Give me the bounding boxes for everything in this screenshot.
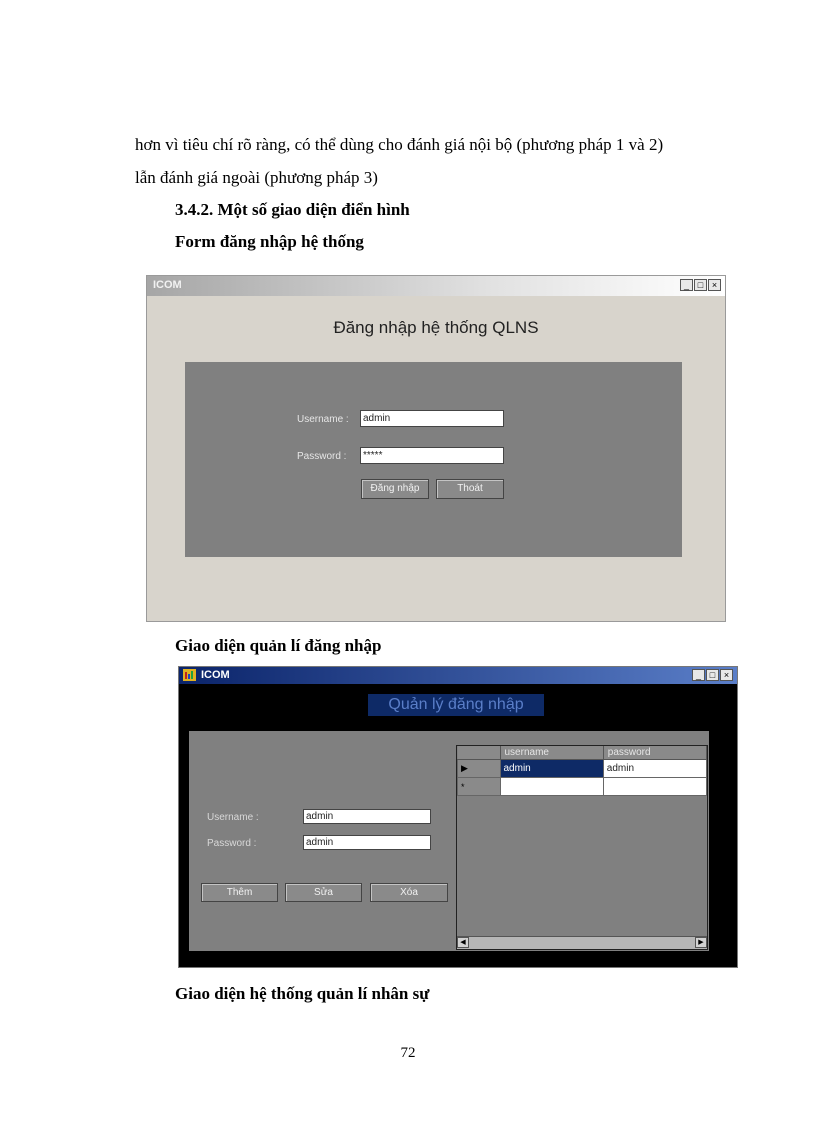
table-row[interactable]	[458, 760, 707, 778]
username-label: Username :	[207, 812, 259, 823]
password-label: Password :	[297, 451, 347, 462]
edit-button[interactable]: Sửa	[285, 883, 362, 902]
section-heading: 3.4.2. Một số giao diện điển hình	[175, 200, 410, 219]
scroll-right-icon[interactable]: ▶	[695, 937, 707, 948]
username-label: Username :	[297, 414, 349, 425]
maximize-button[interactable]: □	[706, 669, 719, 681]
caption-login-management: Giao diện quản lí đăng nhập	[175, 636, 382, 655]
row-header-corner	[458, 746, 501, 760]
login-panel	[185, 362, 682, 557]
horizontal-scrollbar[interactable]	[457, 936, 707, 949]
maximize-button[interactable]: □	[694, 279, 707, 291]
cell-password[interactable]: admin	[603, 760, 706, 778]
users-table	[457, 746, 707, 796]
login-window	[146, 275, 726, 622]
current-row-marker-icon[interactable]: ▶	[458, 760, 501, 778]
title-bar	[179, 667, 737, 684]
table-header-row	[458, 746, 707, 760]
caption-hr-system: Giao diện hệ thống quản lí nhân sự	[175, 984, 430, 1003]
management-heading: Quản lý đăng nhập	[368, 694, 544, 716]
new-table-row[interactable]	[458, 778, 707, 796]
window-controls	[692, 669, 733, 681]
users-data-grid[interactable]	[456, 745, 708, 950]
caption-login-form: Form đăng nhập hệ thống	[175, 232, 364, 251]
paragraph-line: lẫn đánh giá ngoài (phương pháp 3)	[135, 168, 378, 187]
exit-button[interactable]: Thoát	[436, 479, 504, 499]
new-cell-password[interactable]	[603, 778, 706, 796]
username-input[interactable]: admin	[360, 410, 504, 427]
close-button[interactable]: ×	[720, 669, 733, 681]
column-header-username[interactable]: username	[500, 746, 603, 760]
password-label: Password :	[207, 838, 257, 849]
body-paragraph	[135, 128, 740, 194]
paragraph-line: hơn vì tiêu chí rõ ràng, có thể dùng cho đánh giá nội bộ (phương pháp 1 và 2)	[135, 135, 664, 154]
delete-button[interactable]: Xóa	[370, 883, 448, 902]
close-button[interactable]: ×	[708, 279, 721, 291]
window-title: ICOM	[201, 669, 230, 681]
title-bar	[147, 276, 725, 296]
password-input[interactable]: *****	[360, 447, 504, 464]
login-management-window	[178, 666, 738, 968]
minimize-button[interactable]: _	[680, 279, 693, 291]
form-title: Đăng nhập hệ thống QLNS	[333, 318, 539, 337]
window-controls	[680, 279, 721, 291]
cell-username[interactable]: admin	[500, 760, 603, 778]
add-button[interactable]: Thêm	[201, 883, 278, 902]
scroll-left-icon[interactable]: ◀	[457, 937, 469, 948]
column-header-password[interactable]: password	[603, 746, 706, 760]
window-title: ICOM	[153, 279, 182, 291]
minimize-button[interactable]: _	[692, 669, 705, 681]
username-input[interactable]: admin	[303, 809, 431, 824]
page-number: 72	[400, 1045, 416, 1061]
new-row-marker-icon[interactable]: *	[458, 778, 501, 796]
password-input[interactable]: admin	[303, 835, 431, 850]
app-icon	[183, 669, 196, 681]
new-cell-username[interactable]	[500, 778, 603, 796]
login-button[interactable]: Đăng nhập	[361, 479, 429, 499]
